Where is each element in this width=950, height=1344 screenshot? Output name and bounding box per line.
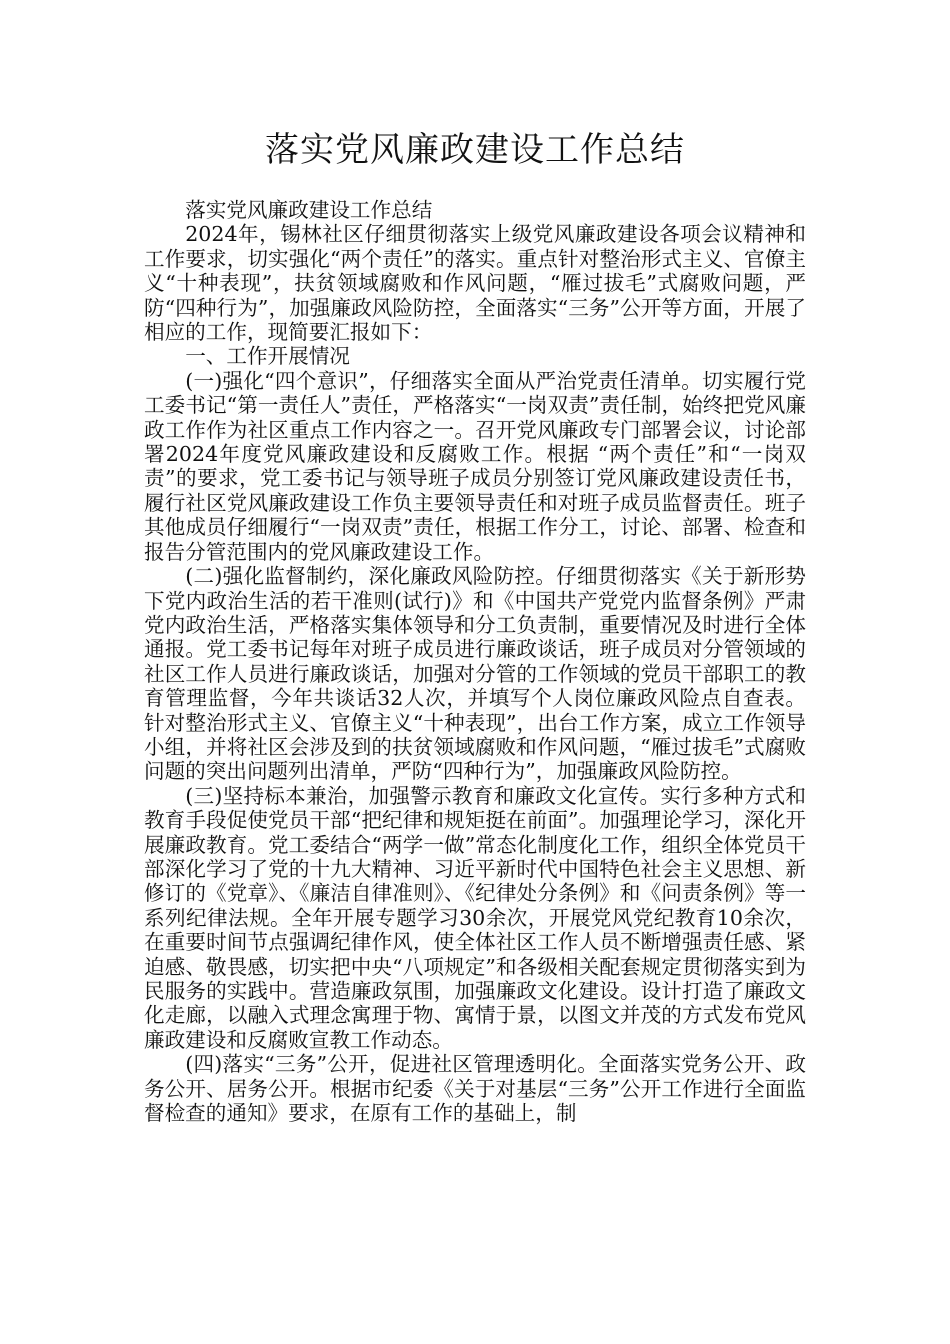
body-heading-repeat: 落实党风廉政建设工作总结 bbox=[185, 198, 433, 222]
paragraph-item-2: (二)强化监督制约，深化廉政风险防控。仔细贯彻落实《关于新形势下党内政治生活的若干准则(试行)》和《中国共产党党内监督条例》严肃党内政治生活，严格落实集体领导和分工负责制，重要情况及时进行全体通报。党工委书记每年对班子成员进行廉政谈话，班子成员对分管领域的社区工作人员进行廉政谈话，加强对分管的工作领域的党员干部职工的教育管理监督，今年共谈话32人次，并填写个人岗位廉政风险点自查表。针对整治形式主义、官僚主义“十种表现”，出台工作方案，成立工作领导小组，并将社区会涉及到的扶贫领域腐败和作风问题，“雁过拔毛”式腐败问题的突出问题列出清单，严防“四种行为”，加强廉政风险防控。 bbox=[144, 564, 806, 784]
paragraph-item-3: (三)坚持标本兼治，加强警示教育和廉政文化宣传。实行多种方式和教育手段促使党员干部“把纪律和规矩挺在前面”。加强理论学习，深化开展廉政教育。党工委结合“两学一做”常态化制度化工作，组织全体党员干部深化学习了党的十九大精神、习近平新时代中国特色社会主义思想、新修订的《党章》、《廉洁自律准则》、《纪律处分条例》和《问责条例》等一系列纪律法规。全年开展专题学习30余次，开展党风党纪教育10余次，在重要时间节点强调纪律作风，使全体社区工作人员不断增强责任感、紧迫感、敬畏感，切实把中央“八项规定”和各级相关配套规定贯彻落实到为民服务的实践中。营造廉政氛围，加强廉政文化建设。设计打造了廉政文化走廊，以融入式理念寓理于物、寓情于景，以图文并茂的方式发布党风廉政建设和反腐败宣教工作动态。 bbox=[144, 783, 806, 1052]
document-title: 落实党风廉政建设工作总结 bbox=[265, 130, 685, 170]
paragraph-item-4: (四)落实“三务”公开，促进社区管理透明化。全面落实党务公开、政务公开、居务公开。根据市纪委《关于对基层“三务”公开工作进行全面监督检查的通知》要求，在原有工作的基础上，制 bbox=[144, 1052, 806, 1126]
intro-paragraph: 2024年，锡林社区仔细贯彻落实上级党风廉政建设各项会议精神和工作要求，切实强化“两个责任”的落实。重点针对整治形式主义、官僚主义“十种表现”，扶贫领域腐败和作风问题，“雁过拔毛”式腐败问题，严防“四种行为”，加强廉政风险防控，全面落实“三务”公开等方面，开展了相应的工作，现简要汇报如下： bbox=[144, 222, 806, 345]
section-heading: 一、工作开展情况 bbox=[185, 344, 350, 369]
paragraph-item-1: (一)强化“四个意识”，仔细落实全面从严治党责任清单。切实履行党工委书记“第一责任人”责任，严格落实“一岗双责”责任制，始终把党风廉政工作作为社区重点工作内容之一。召开党风廉政专门部署会议，讨论部署2024年度党风廉政建设和反腐败工作。根据 “两个责任”和“一岗双责”的要求，党工委书记与领导班子成员分别签订党风廉政建设责任书，履行社区党风廉政建设工作负主要领导责任和对班子成员监督责任。班子其他成员仔细履行“一岗双责”责任，根据工作分工，讨论、部署、检查和报告分管范围内的党风廉政建设工作。 bbox=[144, 368, 806, 564]
document-body bbox=[144, 198, 806, 1125]
